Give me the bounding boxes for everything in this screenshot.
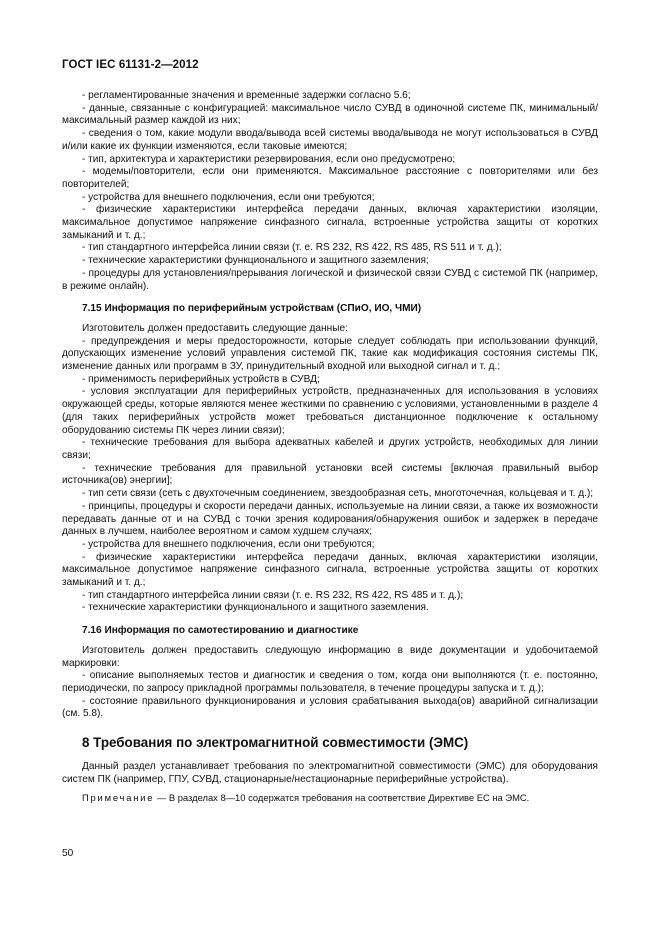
list-item: - технические характеристики функционального и защитного заземления; — [82, 255, 429, 267]
paragraph: Данный раздел устанавливает требования по электромагнитной совместимости (ЭМС) для оборудования систем ПК (например, ГПУ, СУВД, стационарные/нестационарные периферийные устройства). — [62, 761, 598, 785]
section-heading-8: 8 Требования по электромагнитной совместимости (ЭМС) — [82, 735, 469, 751]
list-item: - физические характеристики интерфейса передачи данных, включая характеристики изоляции, максимальное допустимое напряжение синфазного сигнала, встроенные устройства защиты от коротких замыканий и т. д.; — [62, 204, 598, 241]
list-item: - условия эксплуатации для периферийных устройств, предназначенных для использования в условиях окружающей среды, которые являются менее жесткими по сравнению с условиями, установленными в разделе 4 (для таких периферийных устройств может требоваться дистанционное подключение к остальному оборудованию системы ПК через линии связи); — [62, 386, 598, 436]
note-label: Примечание — [82, 792, 155, 804]
list-item: - физические характеристики интерфейса передачи данных, включая характеристики изоляции, максимальное допустимое напряжение синфазного сигнала, встроенные устройства защиты от коротких замыканий и т. д.; — [62, 551, 598, 589]
list-item: - предупреждения и меры предосторожности, которые следует соблюдать при использовании функций, допускающих изменение условий управления системой ПК, такие как модификация состояния системы ПК, изменение данных или программ в ЗУ, принудительный входной или выходной сигнал и т. д.; — [62, 335, 598, 373]
list-item: - состояние правильного функционирования и условия срабатывания выхода(ов) аварийной сигнализации (см. 5.8). — [62, 695, 598, 720]
list-item: - регламентированные значения и временные задержки согласно 5.6; — [82, 90, 411, 101]
list-item: - процедуры для установления/прерывания логической и физической связи СУВД с системой ПК (например, в режиме онлайн). — [62, 267, 598, 292]
list-item: - технические характеристики функционального и защитного заземления. — [82, 602, 429, 614]
list-item: - устройства для внешнего подключения, если они требуются; — [82, 191, 375, 203]
list-item: - описание выполняемых тестов и диагностик и сведения о том, когда они выполняются (т. е. постоянно, периодически, по запросу прикладной программы пользователя, в течение процедуры запуска и т. д.); — [62, 670, 598, 694]
paragraph: Изготовитель должен предоставить следующую информацию в виде документации и удобочитаемой маркировки: — [62, 644, 598, 669]
list-item: - технические требования для выбора адекватных кабелей и других устройств, необходимых для линии связи; — [62, 437, 598, 461]
section-heading-7-16: 7.16 Информация по самотестированию и диагностике — [82, 625, 359, 637]
document-body — [62, 90, 598, 805]
note — [62, 792, 598, 805]
list-item: - данные, связанные с конфигурацией: максимальное число СУВД в одиночной системе ПК, минимальный/максимальный размер каждой из них; — [62, 102, 598, 127]
list-item: - тип сети связи (сеть с двухточечным соединением, звездообразная сеть, многоточечная, кольцевая и т. д.); — [82, 488, 594, 500]
list-item: - тип стандартного интерфейса линии связи (т. е. RS 232, RS 422, RS 485 и т. д.); — [82, 589, 464, 601]
list-item: - тип, архитектура и характеристики резервирования, если оно предусмотрено; — [82, 153, 456, 165]
list-item: - сведения о том, какие модули ввода/вывода всей системы ввода/вывода не могут использоваться в СУВД и/или какие их функции изменяются, если таковые имеются; — [62, 128, 598, 152]
list-item: - применимость периферийных устройств в СУВД; — [82, 373, 320, 385]
list-item: - устройства для внешнего подключения, если они требуются; — [82, 538, 375, 550]
list-item: - модемы/повторители, если они применяются. Максимальное расстояние с повторителями или без повторителей; — [62, 166, 598, 190]
list-item: - технические требования для правильной установки всей системы [включая правильный выбор источника(ов) энергии]; — [62, 462, 598, 487]
list-item: - принципы, процедуры и скорости передачи данных, используемые на линии связи, а также их возможности передавать данные от и на СУВД с точки зрения кодирования/обнаружения ошибок и задержек в передаче данных в лучшем, наиболее вероятном и самом худшем случаях; — [62, 500, 598, 538]
paragraph: Изготовитель должен предоставить следующие данные: — [82, 322, 348, 334]
page-number: 50 — [62, 848, 74, 859]
note-text: — В разделах 8—10 содержатся требования на соответствие Директиве ЕС на ЭМС. — [154, 792, 530, 804]
list-item: - тип стандартного интерфейса линии связи (т. е. RS 232, RS 422, RS 485, RS 511 и т. д.); — [82, 242, 502, 254]
document-header: ГОСТ IEC 61131-2—2012 — [62, 59, 199, 71]
section-heading-7-15: 7.15 Информация по периферийным устройствам (СПиО, ИО, ЧМИ) — [82, 303, 422, 315]
